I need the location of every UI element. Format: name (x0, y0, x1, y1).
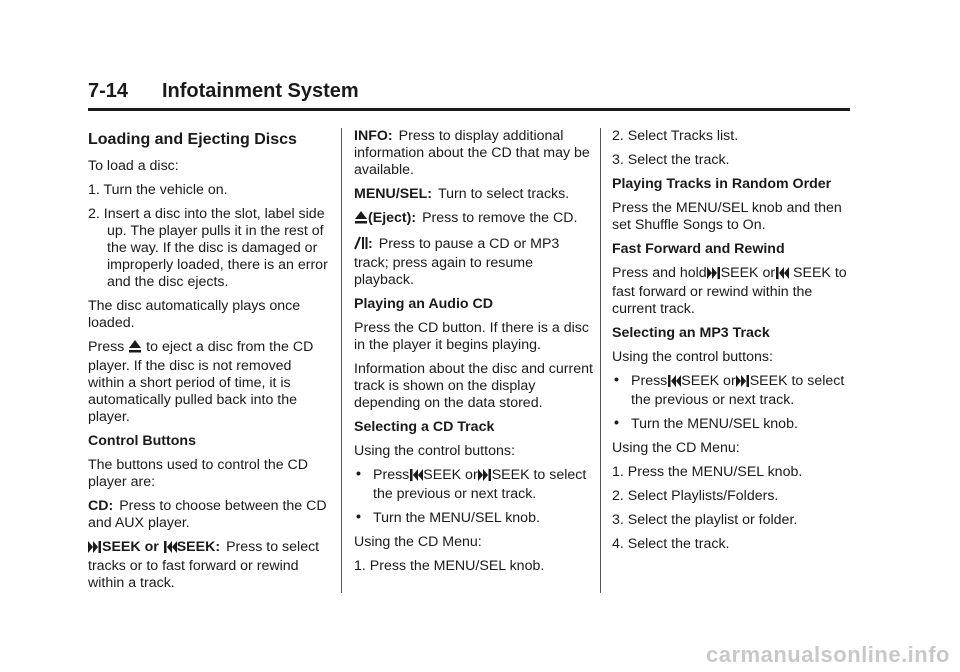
eject-icon (128, 339, 142, 358)
text: SEEK or (720, 265, 776, 281)
text: SEEK to fast forward or rewind within the current track. (612, 265, 847, 317)
heading-random-order: Playing Tracks in Random Order (612, 176, 832, 192)
column-divider (341, 128, 342, 593)
column-2 (354, 128, 594, 582)
heading-mp3-track: Selecting an MP3 Track (612, 325, 770, 341)
label-seek-b: SEEK: (176, 539, 221, 555)
heading-control-buttons: Control Buttons (88, 433, 196, 449)
paragraph-info (354, 128, 594, 179)
label-cd: CD: (88, 498, 114, 514)
label-pause: : (368, 236, 373, 252)
label-eject: (Eject): (368, 210, 417, 226)
heading-playing-cd: Playing an Audio CD (354, 296, 493, 312)
paragraph: Information about the disc and current track is shown on the display depending on the data stored. (354, 361, 593, 411)
page-number: 7-14 (88, 80, 129, 102)
text: SEEK or (423, 467, 478, 483)
bullet-dot: • (614, 372, 619, 388)
text: Press to display additional information about the CD that may be available. (354, 128, 590, 178)
watermark: carmanualsonline.info (706, 642, 950, 667)
bullet-item (354, 467, 594, 503)
seek-prev-icon (667, 375, 681, 392)
paragraph: Using the CD Menu: (612, 440, 740, 456)
paragraph: Press the MENU/SEL knob and then set Shuffle Songs to On. (612, 200, 842, 233)
text: Press to remove the CD. (422, 210, 578, 226)
label-seek-a: SEEK or (102, 539, 159, 555)
label-info: INFO: (354, 128, 393, 144)
paragraph-pause (354, 236, 594, 289)
list-item: 3. Select the playlist or folder. (612, 512, 798, 528)
seek-prev-icon (775, 267, 789, 284)
page-header (88, 80, 850, 111)
text: Turn the MENU/SEL knob. (373, 510, 540, 526)
list-item: 1. Turn the vehicle on. (88, 182, 228, 198)
section-title: Infotainment System (162, 80, 359, 102)
text: Press to choose between the CD and AUX player. (88, 498, 327, 531)
bullet-item (612, 416, 852, 433)
list-item: 1. Press the MENU/SEL knob. (612, 464, 803, 480)
heading-loading-ejecting: Loading and Ejecting Discs (88, 131, 297, 148)
paragraph: To load a disc: (88, 158, 179, 174)
text: Press (373, 467, 410, 483)
label-menu-sel: MENU/SEL: (354, 186, 433, 202)
list-item: 2. Select Playlists/Folders. (612, 488, 779, 504)
text: Press (631, 373, 668, 389)
seek-prev-icon (409, 469, 423, 486)
column-3 (612, 128, 852, 560)
paragraph-eject (88, 339, 328, 426)
eject-icon (354, 210, 368, 229)
seek-next-icon (478, 469, 492, 486)
list-item: 2. Select Tracks list. (612, 128, 739, 144)
text: Press to select tracks or to fast forward or rewind within a track. (88, 539, 320, 591)
bullet-dot: • (614, 415, 619, 431)
seek-next-icon (736, 375, 750, 392)
text: SEEK or (681, 373, 736, 389)
text: SEEK to select the previous or next track. (373, 467, 587, 502)
paragraph-eject-button (354, 210, 594, 229)
list-item: 1. Press the MENU/SEL knob. (354, 558, 545, 574)
bullet-dot: • (356, 466, 361, 482)
seek-next-icon (707, 267, 721, 284)
paragraph: Using the control buttons: (612, 349, 773, 365)
paragraph: Using the control buttons: (354, 443, 515, 459)
bullet-item (612, 373, 852, 409)
paragraph: The disc automatically plays once loaded. (88, 298, 301, 331)
seek-prev-icon (163, 541, 177, 558)
text: Press (88, 339, 125, 355)
text: SEEK to select the previous or next track. (631, 373, 845, 408)
column-divider (600, 128, 601, 593)
paragraph: The buttons used to control the CD player are: (88, 457, 309, 490)
text: Turn to select tracks. (438, 186, 570, 202)
paragraph: Press the CD button. If there is a disc in the player it begins playing. (354, 320, 589, 353)
list-item: 3. Select the track. (612, 152, 730, 168)
heading-selecting-cd-track: Selecting a CD Track (354, 419, 495, 435)
paragraph-menu (354, 186, 594, 203)
seek-next-icon (88, 541, 102, 558)
paragraph: Using the CD Menu: (354, 534, 482, 550)
paragraph-seek (88, 539, 328, 592)
list-item: 4. Select the track. (612, 536, 730, 552)
bullet-item (354, 510, 594, 527)
list-item: 2. Insert a disc into the slot, label side up. The player pulls it in the rest of the way. If the disc is damaged or improperly loaded, there is an error and the disc ejects. (88, 206, 328, 290)
text: Press to pause a CD or MP3 track; press again to resume playback. (354, 236, 560, 288)
paragraph-ff (612, 265, 852, 318)
bullet-dot: • (356, 509, 361, 525)
text: Press and hold (612, 265, 707, 281)
paragraph-cd (88, 498, 328, 532)
text: to eject a disc from the CD player. If the disc is not removed within a short period of time, it is automatically pulled back into the player. (88, 339, 314, 425)
play-pause-icon (354, 236, 368, 255)
column-1 (88, 128, 328, 599)
text: Turn the MENU/SEL knob. (631, 416, 798, 432)
heading-fast-forward: Fast Forward and Rewind (612, 241, 785, 257)
